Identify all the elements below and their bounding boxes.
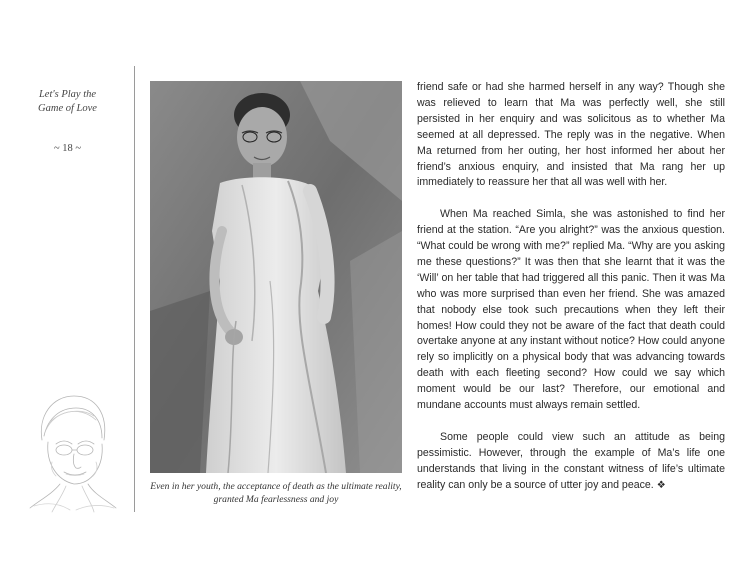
- end-mark: ❖: [656, 479, 666, 491]
- caption-line-1: Even in her youth, the acceptance of death as the ultimate reality,: [150, 481, 402, 492]
- photo-of-ma: [150, 81, 402, 473]
- photo-image: [150, 81, 402, 473]
- body-text: [417, 80, 725, 509]
- running-head-line-1: Let's Play the: [38, 89, 97, 100]
- caption-line-2: granted Ma fearlessness and joy: [213, 494, 339, 505]
- paragraph-1: friend safe or had she harmed herself in any way? Though she was relieved to learn that Ma was perfectly well, she still persisted in her enquiry and was solicitous as to whether Ma seemed at all depressed. The reply was in the negative. When Ma returned from her outing, her host informed her about her friend’s anxious enquiry, and insisted that Ma rang her up immediately to reassure her that all was well with her.: [417, 81, 725, 189]
- vertical-divider: [134, 66, 135, 512]
- page-number: ~ 18 ~: [53, 143, 82, 154]
- paragraph-3: [417, 430, 725, 494]
- photo-caption: [150, 480, 402, 506]
- paragraph-2: When Ma reached Simla, she was astonished to find her friend at the station. “Are you alright?” was the anxious question. “What could be wrong with me?” replied Ma. “Why are you asking me these questions?” It was then that she learnt that it was the ‘Will’ on her table that had triggered all this panic. Then it was Ma who was more surprised than even her friend. She was amazed that nobody else took such precautions when they left their homes! How could they not be aware of the fact that death could overtake anyone at any instant without notice? How could anyone rely so implicitly on a physical body that was advancing towards death with each fleeting second? How could we say which moment would be our last? Therefore, our emotional and mundane accounts must always remain settled.: [417, 208, 726, 412]
- running-head-line-2: Game of Love: [38, 103, 97, 114]
- margin-column: [10, 88, 125, 156]
- paragraph-3-text: Some people could view such an attitude as being pessimistic. However, through the example of Ma’s life one understands that living in the constant witness of life’s ultimate reality can only be a source of utter joy and peace.: [417, 430, 725, 491]
- portrait-sketch: [22, 382, 120, 514]
